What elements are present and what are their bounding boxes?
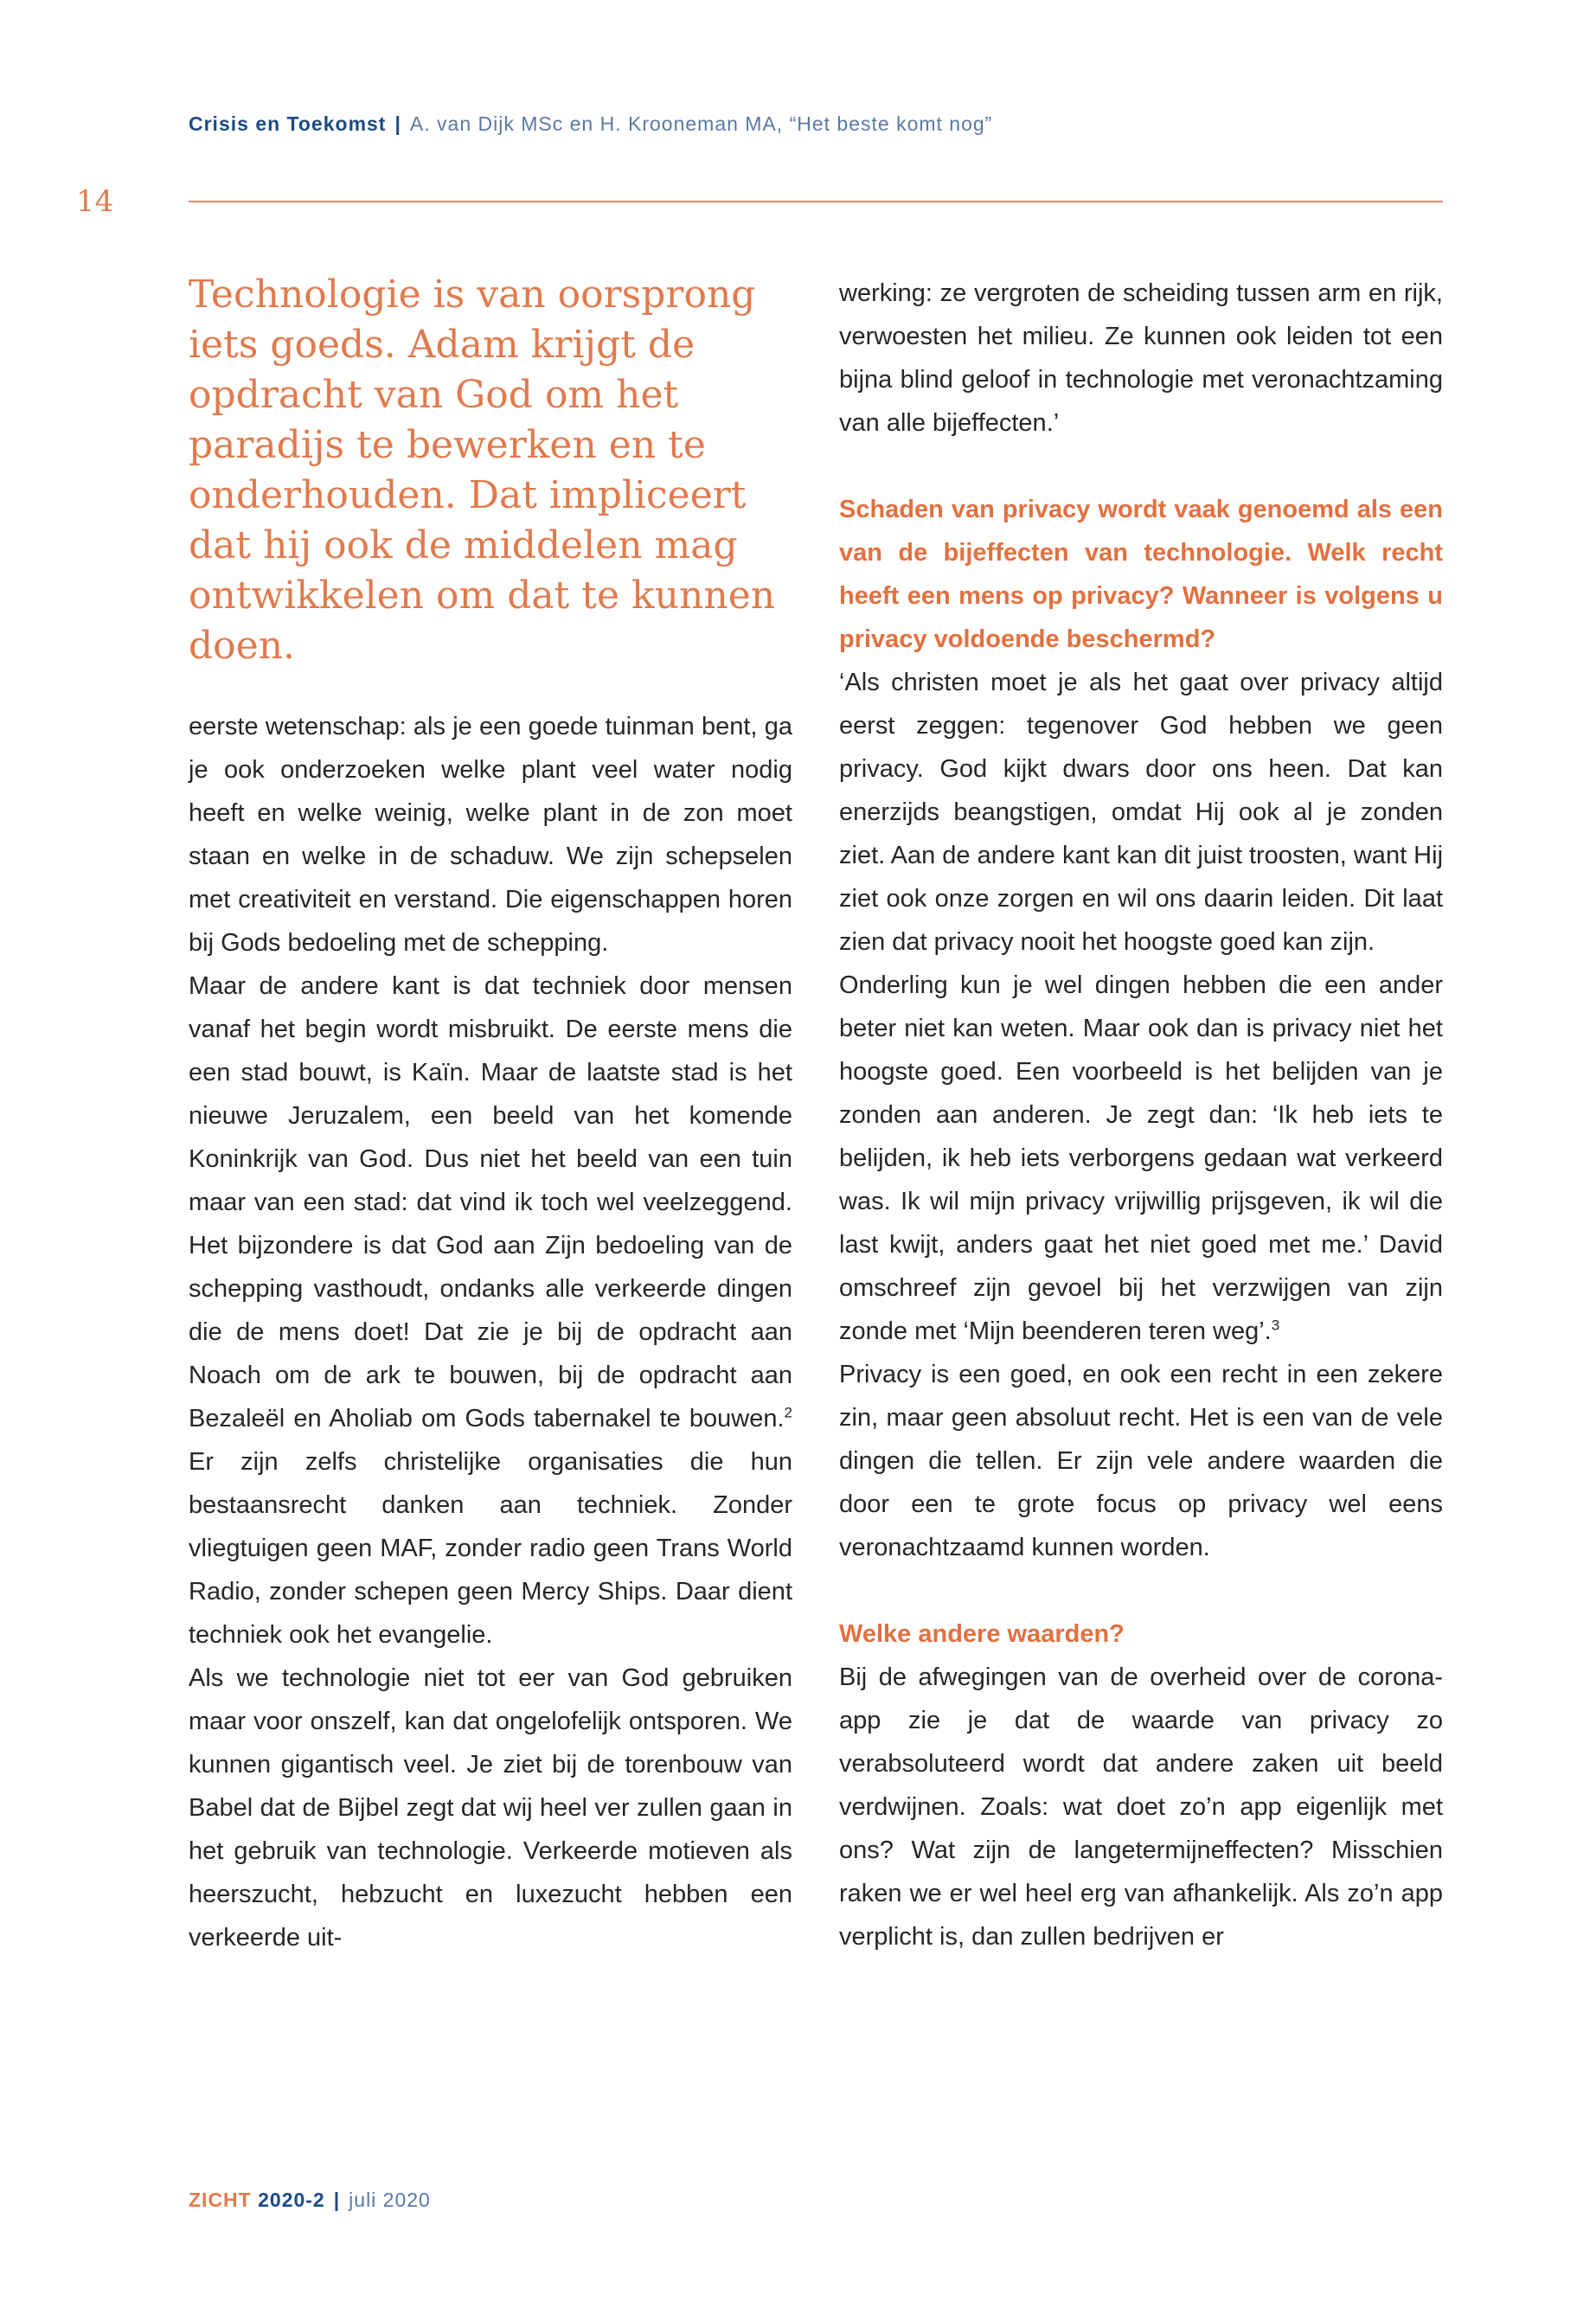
- body-paragraph: ‘Als christen moet je als het gaat over privacy altijd eerst zeggen: tegenover God hebben we geen privacy. God kijkt dwars door ons heen. Dat kan enerzijds beangstigen, omdat Hij ook al je zonden ziet. Aan de andere kant kan dit juist troosten, want Hij ziet ook onze zorgen en wil ons daarin leiden. Dit laat zien dat privacy nooit het hoogste goed kan zijn.: [839, 669, 1444, 956]
- body-paragraph: Bij de afwegingen van de overheid over de corona-app zie je dat de waarde van privacy zo verabsoluteerd wordt dat andere zaken uit beeld verdwijnen. Zoals: wat doet zo’n app eigenlijk met ons? Wat zijn de langetermijneffecten? Misschien raken we er wel heel erg van afhankelijk. Als zo’n app verplicht is, dan zullen bedrijven er: [839, 1663, 1443, 1951]
- body-text: Er zijn zelfs christelijke organisaties die hun bestaansrecht danken aan techniek. Zonder vliegtuigen geen MAF, zonder radio geen Trans World Radio, zonder schepen geen Mercy Ships. Daar dient techniek ook het evangelie.: [189, 1448, 792, 1649]
- running-header: [189, 112, 992, 136]
- body-paragraph: [189, 965, 792, 1657]
- footer-separator: |: [333, 2189, 341, 2211]
- header-separator: |: [394, 112, 401, 135]
- paragraph-gap: [839, 1569, 1443, 1612]
- body-paragraph: Als we technologie niet tot eer van God gebruiken maar voor onszelf, kan dat ongelofelijk ontsporen. We kunnen gigantisch veel. Je ziet bij de torenbouw van Babel dat de Bijbel zegt dat wij heel ver zullen gaan in het gebruik van technologie. Verkeerde motieven als heerszucht, hebzucht en luxezucht hebben een verkeerde uit-: [189, 1664, 792, 1952]
- header-rule: [189, 201, 1443, 202]
- page-number: 14: [76, 184, 114, 219]
- body-paragraph: werking: ze vergroten de scheiding tussen arm en rijk, verwoesten het milieu. Ze kunnen ook leiden tot een bijna blind geloof in technologie met veronachtzaming van alle bijeffecten.’: [839, 279, 1443, 437]
- issue-number: 2020-2: [258, 2189, 325, 2211]
- magazine-name: ZICHT: [189, 2189, 252, 2211]
- body-paragraph: [839, 964, 1443, 1353]
- journal-title: Crisis en Toekomst: [189, 112, 387, 135]
- interview-question: Welke andere waarden?: [839, 1620, 1125, 1648]
- footnote-ref[interactable]: 2: [784, 1404, 792, 1421]
- body-text: Maar de andere kant is dat techniek door mensen vanaf het begin wordt misbruikt. De eerste mens die een stad bouwt, is Kaïn. Maar de laatste stad is het nieuwe Jeruzalem, een beeld van het komende Koninkrijk van God. Dus niet het beeld van een tuin maar van een stad: dat vind ik toch wel veelzeggend. Het bijzondere is dat God aan Zijn bedoeling van de schepping vasthoudt, ondanks alle verkeerde dingen die de mens doet! Dat zie je bij de opdracht aan Noach om de ark te bouwen, bij de opdracht aan Bezaleël en Aholiab om Gods tabernakel te bouwen.: [189, 972, 792, 1433]
- body-paragraph: Privacy is een goed, en ook een recht in een zekere zin, maar geen absoluut recht. Het is een van de vele dingen die tellen. Er zijn vele andere waarden die door een te grote focus op privacy wel eens veronachtzaamd kunnen worden.: [839, 1361, 1443, 1561]
- footnote-ref[interactable]: 3: [1271, 1317, 1280, 1334]
- interview-question: Schaden van privacy wordt vaak genoemd als een van de bijeffecten van technologie. Welk recht heeft een mens op privacy? Wanneer is volgens u privacy voldoende beschermd?: [839, 496, 1443, 653]
- right-column: [839, 272, 1443, 1958]
- pull-quote: Technologie is van oorsprong iets goeds. Adam krijgt de opdracht van God om het paradijs te bewerken en te onderhouden. Dat impliceert dat hij ook de middelen mag ontwikkelen om dat te kunnen doen.: [189, 272, 776, 668]
- paragraph-gap: [839, 445, 1443, 488]
- body-text: Onderling kun je wel dingen hebben die een ander beter niet kan weten. Maar ook dan is privacy niet het hoogste goed. Een voorbeeld is het belijden van je zonden aan anderen. Je zegt dan: ‘Ik heb iets te belijden, ik heb iets verborgens gedaan wat verkeerd was. Ik wil mijn privacy vrijwillig prijsgeven, ik wil die last kwijt, anders gaat het niet goed met me.’ David omschreef zijn gevoel bij het verzwijgen van zijn zonde met ‘Mijn beenderen teren weg’.: [839, 971, 1443, 1345]
- footer: [189, 2189, 431, 2212]
- body-paragraph: eerste wetenschap: als je een goede tuinman bent, ga je ook onderzoeken welke plant veel water nodig heeft en welke weinig, welke plant in de zon moet staan en welke in de schaduw. We zijn schepselen met creativiteit en verstand. Die eigenschappen horen bij Gods bedoeling met de schepping.: [189, 713, 792, 957]
- issue-date: juli 2020: [349, 2189, 431, 2211]
- left-column: [189, 705, 792, 1959]
- article-authors: A. van Dijk MSc en H. Krooneman MA, “Het beste komt nog”: [409, 112, 993, 135]
